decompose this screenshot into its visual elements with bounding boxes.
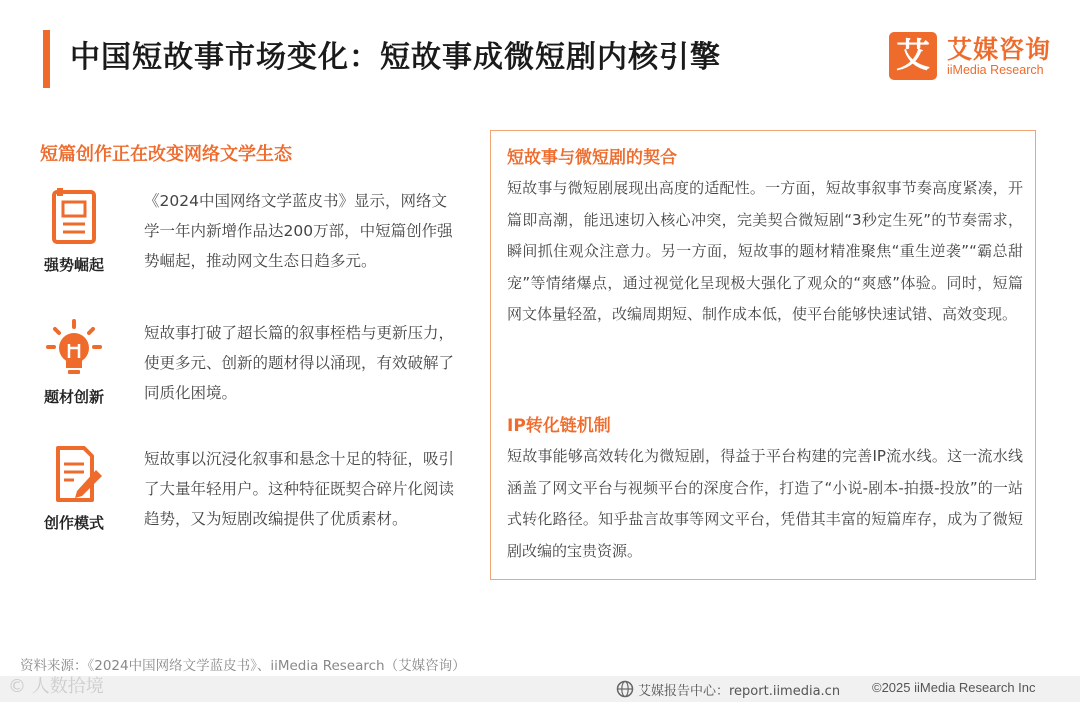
- content-box: [490, 130, 1036, 580]
- section-heading: 短故事与微短剧的契合: [507, 148, 677, 168]
- lightbulb-icon: [44, 318, 104, 378]
- item-label: 强势崛起: [43, 256, 104, 274]
- globe-icon: [616, 680, 634, 698]
- section-paragraph: 短故事能够高效转化为微短剧，得益于平台构建的完善IP流水线。这一流水线涵盖了网文平台与视频平台的深度合作，打造了“小说-剧本-拍摄-投放”的一站式转化路径。知乎盐言故事等网文平台，凭借其丰富的短篇库存，成为了微短剧改编的宝贵资源。: [507, 447, 1023, 560]
- logo-en-text: iiMedia Research: [947, 63, 1044, 77]
- copyright: ©2025 iiMedia Research Inc: [872, 680, 1036, 695]
- section-heading: IP转化链机制: [507, 416, 611, 436]
- page-title: 中国短故事市场变化：短故事成微短剧内核引擎: [70, 40, 721, 75]
- item-label: 题材创新: [43, 388, 104, 406]
- section-paragraph: 短故事与微短剧展现出高度的适配性。一方面，短故事叙事节奏高度紧凑，开篇即高潮，能迅速切入核心冲突，完美契合微短剧“3秒定生死”的节奏需求，瞬间抓住观众注意力。另一方面，短故事的题材精准聚焦“重生逆袭”“霸总甜宠”等情绪爆点，通过视觉化呈现极大强化了观众的“爽感”体验。同时，短篇网文体量轻盈，改编周期短、制作成本低，使平台能够快速试错、高效变现。: [507, 179, 1023, 323]
- watermark: © 人数拾境: [8, 676, 104, 697]
- logo-mark: 艾: [889, 32, 937, 80]
- item-text: 短故事打破了超长篇的叙事桎梏与更新压力，使更多元、创新的题材得以涌现，有效破解了同质化困境。: [144, 324, 455, 402]
- left-section-heading: 短篇创作正在改变网络文学生态: [40, 144, 292, 165]
- document-pen-icon: [44, 444, 104, 504]
- item-text: 短故事以沉浸化叙事和悬念十足的特征，吸引了大量年轻用户。这种特征既契合碎片化阅读趋势，又为短剧改编提供了优质素材。: [144, 450, 455, 528]
- source-note: 资料来源：《2024中国网络文学蓝皮书》、iiMedia Research（艾媒咨询）: [20, 658, 466, 674]
- book-icon: [44, 186, 104, 246]
- brand-logo: [889, 30, 1061, 82]
- logo-cn-text: 艾媒咨询: [947, 35, 1052, 64]
- report-center-link[interactable]: 艾媒报告中心：report.iimedia.cn: [638, 684, 841, 699]
- title-accent-bar: [43, 30, 50, 88]
- item-text: 《2024中国网络文学蓝皮书》显示，网络文学一年内新增作品达200万部，中短篇创作强势崛起，推动网文生态日趋多元。: [144, 192, 453, 270]
- item-label: 创作模式: [43, 514, 104, 532]
